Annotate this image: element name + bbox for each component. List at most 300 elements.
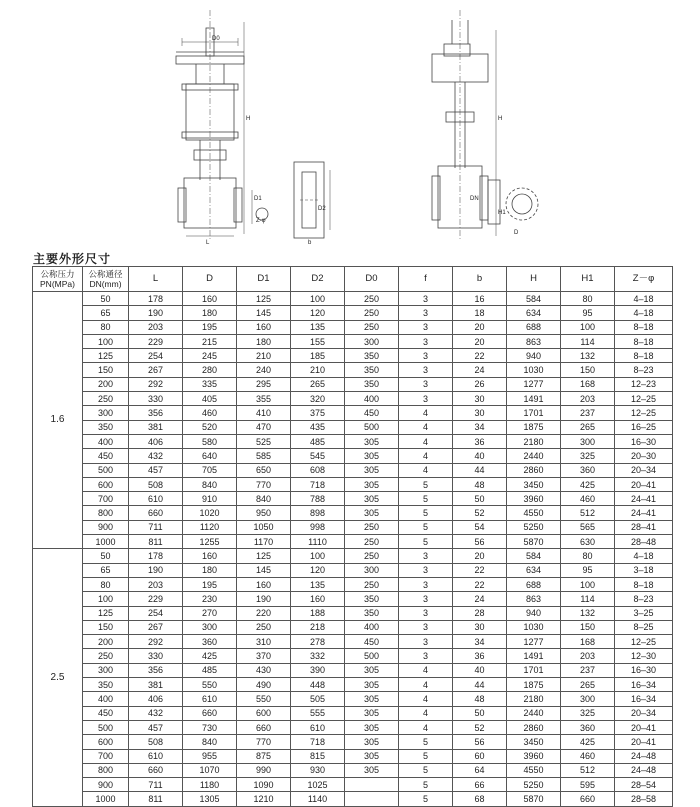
table-cell: 410 <box>237 406 291 420</box>
table-body <box>33 292 673 807</box>
table-cell: 250 <box>345 577 399 591</box>
table-cell: 711 <box>129 778 183 792</box>
table-cell: 2440 <box>507 706 561 720</box>
table-cell: 68 <box>453 792 507 806</box>
table-cell: 80 <box>561 549 615 563</box>
dimension-table <box>32 266 673 807</box>
table-cell: 8–18 <box>615 349 673 363</box>
table-cell: 3 <box>399 635 453 649</box>
label-h-front: H <box>246 116 251 122</box>
table-cell: 20 <box>453 334 507 348</box>
table-cell: 3 <box>399 606 453 620</box>
table-cell: 660 <box>237 720 291 734</box>
table-cell: 711 <box>129 520 183 534</box>
table-cell: 95 <box>561 563 615 577</box>
table-cell: 22 <box>453 563 507 577</box>
table-cell: 2860 <box>507 720 561 734</box>
table-cell: 305 <box>345 749 399 763</box>
table-cell: 229 <box>129 334 183 348</box>
table-cell: 120 <box>291 563 345 577</box>
table-cell: 432 <box>129 449 183 463</box>
table-cell: 450 <box>83 706 129 720</box>
table-row <box>33 792 673 806</box>
table-cell: 1701 <box>507 406 561 420</box>
table-cell: 381 <box>129 420 183 434</box>
table-cell: 4 <box>399 678 453 692</box>
table-cell: 840 <box>183 477 237 491</box>
table-cell: 1090 <box>237 778 291 792</box>
table-cell: 350 <box>345 363 399 377</box>
table-cell: 600 <box>83 735 129 749</box>
table-cell: 660 <box>561 792 615 806</box>
table-cell: 5 <box>399 477 453 491</box>
table-cell: 3–18 <box>615 563 673 577</box>
table-cell: 160 <box>183 549 237 563</box>
table-cell: 305 <box>345 463 399 477</box>
table-cell: 3960 <box>507 749 561 763</box>
table-cell: 40 <box>453 663 507 677</box>
table-cell: 215 <box>183 334 237 348</box>
table-cell: 16 <box>453 292 507 306</box>
table-cell: 325 <box>561 706 615 720</box>
table-cell: 292 <box>129 635 183 649</box>
table-cell: 178 <box>129 549 183 563</box>
table-cell: 718 <box>291 477 345 491</box>
table-cell: 200 <box>83 377 129 391</box>
table-cell: 305 <box>345 720 399 734</box>
table-cell: 5 <box>399 520 453 534</box>
table-cell: 240 <box>237 363 291 377</box>
table-cell: 2440 <box>507 449 561 463</box>
table-cell: 135 <box>291 577 345 591</box>
side-view-drawing <box>432 10 538 240</box>
table-cell: 305 <box>345 763 399 777</box>
table-cell: 218 <box>291 620 345 634</box>
table-cell: 3 <box>399 320 453 334</box>
table-cell: 1277 <box>507 635 561 649</box>
table-cell: 300 <box>183 620 237 634</box>
table-cell: 8–18 <box>615 334 673 348</box>
table-cell: 520 <box>183 420 237 434</box>
table-cell: 998 <box>291 520 345 534</box>
table-cell: 203 <box>129 320 183 334</box>
table-cell: 190 <box>129 306 183 320</box>
table-cell: 700 <box>83 492 129 506</box>
table-cell: 370 <box>237 649 291 663</box>
table-row <box>33 492 673 506</box>
table-cell: 320 <box>291 392 345 406</box>
table-cell: 930 <box>291 763 345 777</box>
table-cell: 56 <box>453 535 507 549</box>
table-cell: 2180 <box>507 692 561 706</box>
table-cell: 95 <box>561 306 615 320</box>
table-cell: 230 <box>183 592 237 606</box>
header-b: b <box>453 267 507 292</box>
label-b: b <box>308 240 312 246</box>
table-cell: 65 <box>83 563 129 577</box>
table-cell: 60 <box>453 749 507 763</box>
table-cell: 160 <box>183 292 237 306</box>
table-cell: 36 <box>453 649 507 663</box>
table-cell: 400 <box>345 392 399 406</box>
table-cell: 12–25 <box>615 635 673 649</box>
table-cell: 24 <box>453 363 507 377</box>
table-cell: 168 <box>561 377 615 391</box>
table-cell: 12–25 <box>615 392 673 406</box>
header-z: Z－φ <box>615 267 673 292</box>
table-cell: 360 <box>183 635 237 649</box>
table-cell: 3 <box>399 349 453 363</box>
table-cell: 5250 <box>507 778 561 792</box>
table-cell: 295 <box>237 377 291 391</box>
table-row <box>33 377 673 391</box>
table-cell: 16–34 <box>615 678 673 692</box>
table-row <box>33 620 673 634</box>
table-cell: 470 <box>237 420 291 434</box>
table-cell: 500 <box>83 720 129 734</box>
table-cell: 16–34 <box>615 692 673 706</box>
table-cell: 800 <box>83 506 129 520</box>
table-cell: 250 <box>345 520 399 534</box>
table-cell: 125 <box>83 349 129 363</box>
table-cell: 20–34 <box>615 706 673 720</box>
table-cell: 22 <box>453 349 507 363</box>
table-cell: 350 <box>345 592 399 606</box>
table-cell: 356 <box>129 663 183 677</box>
table-cell: 20 <box>453 549 507 563</box>
table-cell: 150 <box>83 620 129 634</box>
table-cell: 940 <box>507 349 561 363</box>
table-cell: 203 <box>129 577 183 591</box>
table-cell: 20–41 <box>615 720 673 734</box>
header-d2: D2 <box>291 267 345 292</box>
table-cell: 1140 <box>291 792 345 806</box>
label-h1-side: H1 <box>498 210 506 216</box>
table-cell: 505 <box>291 692 345 706</box>
table-row <box>33 449 673 463</box>
table-cell: 26 <box>453 377 507 391</box>
table-row <box>33 635 673 649</box>
label-d2: D2 <box>318 206 326 212</box>
table-cell: 195 <box>183 577 237 591</box>
table-cell: 990 <box>237 763 291 777</box>
table-cell: 145 <box>237 563 291 577</box>
table-cell: 1070 <box>183 763 237 777</box>
table-cell: 688 <box>507 577 561 591</box>
table-cell: 460 <box>183 406 237 420</box>
table-cell: 610 <box>183 692 237 706</box>
table-cell: 508 <box>129 735 183 749</box>
table-cell: 16–25 <box>615 420 673 434</box>
table-cell: 8–23 <box>615 592 673 606</box>
table-cell: 3 <box>399 377 453 391</box>
table-cell: 545 <box>291 449 345 463</box>
table-cell: 650 <box>237 463 291 477</box>
table-row <box>33 720 673 734</box>
table-cell: 3 <box>399 592 453 606</box>
table-cell: 24–48 <box>615 763 673 777</box>
table-cell: 305 <box>345 663 399 677</box>
table-cell: 1491 <box>507 649 561 663</box>
table-cell: 863 <box>507 334 561 348</box>
table-cell: 50 <box>453 492 507 506</box>
table-cell: 375 <box>291 406 345 420</box>
table-cell: 5870 <box>507 535 561 549</box>
table-row <box>33 692 673 706</box>
table-row <box>33 420 673 434</box>
table-cell: 634 <box>507 563 561 577</box>
table-cell: 660 <box>183 706 237 720</box>
table-cell: 24–41 <box>615 492 673 506</box>
table-cell: 435 <box>291 420 345 434</box>
table-cell: 4–18 <box>615 549 673 563</box>
table-cell: 840 <box>237 492 291 506</box>
table-cell: 8–23 <box>615 363 673 377</box>
table-cell: 600 <box>83 477 129 491</box>
table-cell: 180 <box>183 563 237 577</box>
table-row <box>33 292 673 306</box>
table-cell: 28–48 <box>615 535 673 549</box>
table-cell: 350 <box>345 377 399 391</box>
table-cell: 3 <box>399 577 453 591</box>
table-row <box>33 649 673 663</box>
table-cell: 1255 <box>183 535 237 549</box>
pressure-cell: 2.5 <box>33 549 83 806</box>
table-cell: 20–41 <box>615 735 673 749</box>
table-cell: 114 <box>561 334 615 348</box>
table-row <box>33 334 673 348</box>
table-cell: 788 <box>291 492 345 506</box>
pressure-cell: 1.6 <box>33 292 83 549</box>
table-cell: 100 <box>291 549 345 563</box>
table-cell: 330 <box>129 392 183 406</box>
table-cell: 595 <box>561 778 615 792</box>
table-cell: 190 <box>129 563 183 577</box>
header-d1: D1 <box>237 267 291 292</box>
table-cell: 350 <box>345 606 399 620</box>
table-cell: 22 <box>453 577 507 591</box>
label-l-front: L <box>206 240 210 246</box>
table-cell: 4 <box>399 463 453 477</box>
table-cell: 4 <box>399 449 453 463</box>
table-cell: 3 <box>399 306 453 320</box>
table-cell: 500 <box>345 649 399 663</box>
table-cell: 2860 <box>507 463 561 477</box>
table-cell: 898 <box>291 506 345 520</box>
table-cell: 24–41 <box>615 506 673 520</box>
table-cell: 5870 <box>507 792 561 806</box>
table-cell: 188 <box>291 606 345 620</box>
table-cell: 12–23 <box>615 377 673 391</box>
table-cell: 28 <box>453 606 507 620</box>
table-cell: 3–25 <box>615 606 673 620</box>
table-cell: 203 <box>561 392 615 406</box>
table-cell: 100 <box>83 334 129 348</box>
valve-drawings <box>0 0 700 250</box>
table-row <box>33 406 673 420</box>
table-cell: 250 <box>83 649 129 663</box>
table-cell: 267 <box>129 363 183 377</box>
table-cell: 811 <box>129 535 183 549</box>
table-cell: 178 <box>129 292 183 306</box>
table-cell: 250 <box>83 392 129 406</box>
table-cell: 54 <box>453 520 507 534</box>
table-cell: 3 <box>399 392 453 406</box>
table-cell: 254 <box>129 349 183 363</box>
table-cell: 584 <box>507 549 561 563</box>
table-cell: 5 <box>399 778 453 792</box>
table-cell: 555 <box>291 706 345 720</box>
table-cell: 34 <box>453 635 507 649</box>
table-cell: 50 <box>83 292 129 306</box>
table-cell: 300 <box>345 334 399 348</box>
table-row <box>33 592 673 606</box>
table-row <box>33 306 673 320</box>
table-cell: 265 <box>561 420 615 434</box>
table-cell: 132 <box>561 349 615 363</box>
table-cell: 52 <box>453 720 507 734</box>
table-cell: 432 <box>129 706 183 720</box>
table-cell: 125 <box>237 292 291 306</box>
table-cell: 36 <box>453 434 507 448</box>
table-cell: 425 <box>183 649 237 663</box>
table-cell: 292 <box>129 377 183 391</box>
table-cell: 28–54 <box>615 778 673 792</box>
table-cell: 1050 <box>237 520 291 534</box>
table-cell: 3 <box>399 563 453 577</box>
table-cell: 1120 <box>183 520 237 534</box>
table-cell: 360 <box>561 720 615 734</box>
table-cell: 280 <box>183 363 237 377</box>
table-cell: 325 <box>561 449 615 463</box>
table-cell: 245 <box>183 349 237 363</box>
table-cell: 305 <box>345 434 399 448</box>
table-cell: 940 <box>507 606 561 620</box>
table-cell: 390 <box>291 663 345 677</box>
table-cell: 100 <box>83 592 129 606</box>
table-row <box>33 749 673 763</box>
table-cell: 30 <box>453 620 507 634</box>
table-cell: 180 <box>237 334 291 348</box>
table-row <box>33 735 673 749</box>
table-cell: 120 <box>291 306 345 320</box>
table-cell: 64 <box>453 763 507 777</box>
table-cell: 28–58 <box>615 792 673 806</box>
header-pn-line1: 公称压力 <box>40 269 75 279</box>
table-cell: 100 <box>561 577 615 591</box>
table-cell: 4 <box>399 692 453 706</box>
header-pn <box>33 267 83 292</box>
table-cell: 250 <box>345 535 399 549</box>
table-cell: 610 <box>129 492 183 506</box>
table-cell: 145 <box>237 306 291 320</box>
table-row <box>33 463 673 477</box>
table-cell: 210 <box>291 363 345 377</box>
table-cell: 610 <box>129 749 183 763</box>
table-cell: 1030 <box>507 620 561 634</box>
table-cell: 5 <box>399 763 453 777</box>
table-row <box>33 763 673 777</box>
table-cell: 8–25 <box>615 620 673 634</box>
table-row <box>33 349 673 363</box>
table-cell: 512 <box>561 506 615 520</box>
table-cell: 48 <box>453 477 507 491</box>
table-cell: 5 <box>399 506 453 520</box>
table-cell: 525 <box>237 434 291 448</box>
table-cell: 66 <box>453 778 507 792</box>
table-cell: 450 <box>345 635 399 649</box>
table-cell: 4 <box>399 420 453 434</box>
table-cell: 16–30 <box>615 434 673 448</box>
table-cell: 1170 <box>237 535 291 549</box>
table-cell: 203 <box>561 649 615 663</box>
table-cell: 3 <box>399 549 453 563</box>
table-cell: 490 <box>237 678 291 692</box>
table-cell: 20–34 <box>615 463 673 477</box>
table-cell: 305 <box>345 678 399 692</box>
table-header-row <box>33 267 673 292</box>
table-cell: 190 <box>237 592 291 606</box>
table-cell: 400 <box>345 620 399 634</box>
table-cell: 335 <box>183 377 237 391</box>
table-row <box>33 563 673 577</box>
table-cell: 50 <box>83 549 129 563</box>
label-d1-front: D1 <box>254 196 262 202</box>
table-cell: 500 <box>83 463 129 477</box>
header-f: f <box>399 267 453 292</box>
table-cell: 220 <box>237 606 291 620</box>
label-d-side: D <box>514 230 519 236</box>
table-cell: 360 <box>561 463 615 477</box>
table-cell: 1025 <box>291 778 345 792</box>
table-cell: 265 <box>561 678 615 692</box>
table-cell: 160 <box>291 592 345 606</box>
table-row <box>33 506 673 520</box>
table-cell: 250 <box>345 306 399 320</box>
table-cell: 1000 <box>83 535 129 549</box>
table-cell: 811 <box>129 792 183 806</box>
table-row <box>33 363 673 377</box>
table-cell: 229 <box>129 592 183 606</box>
table-cell: 80 <box>83 577 129 591</box>
table-cell: 705 <box>183 463 237 477</box>
table-row <box>33 549 673 563</box>
table-cell: 910 <box>183 492 237 506</box>
table-cell: 770 <box>237 735 291 749</box>
table-cell: 200 <box>83 635 129 649</box>
table-row <box>33 392 673 406</box>
table-cell: 550 <box>237 692 291 706</box>
table-cell: 20 <box>453 320 507 334</box>
table-cell: 350 <box>83 420 129 434</box>
table-cell: 425 <box>561 735 615 749</box>
table-cell: 730 <box>183 720 237 734</box>
table-cell: 350 <box>83 678 129 692</box>
table-cell: 305 <box>345 492 399 506</box>
table-row <box>33 706 673 720</box>
table-cell: 20–41 <box>615 477 673 491</box>
table-cell: 4 <box>399 706 453 720</box>
table-cell: 28–41 <box>615 520 673 534</box>
table-cell: 125 <box>83 606 129 620</box>
table-cell: 425 <box>561 477 615 491</box>
table-cell: 450 <box>83 449 129 463</box>
table-cell: 584 <box>507 292 561 306</box>
header-dn-line1: 公称通径 <box>88 269 123 279</box>
table-cell: 4 <box>399 406 453 420</box>
table-cell: 168 <box>561 635 615 649</box>
table-cell: 125 <box>237 549 291 563</box>
